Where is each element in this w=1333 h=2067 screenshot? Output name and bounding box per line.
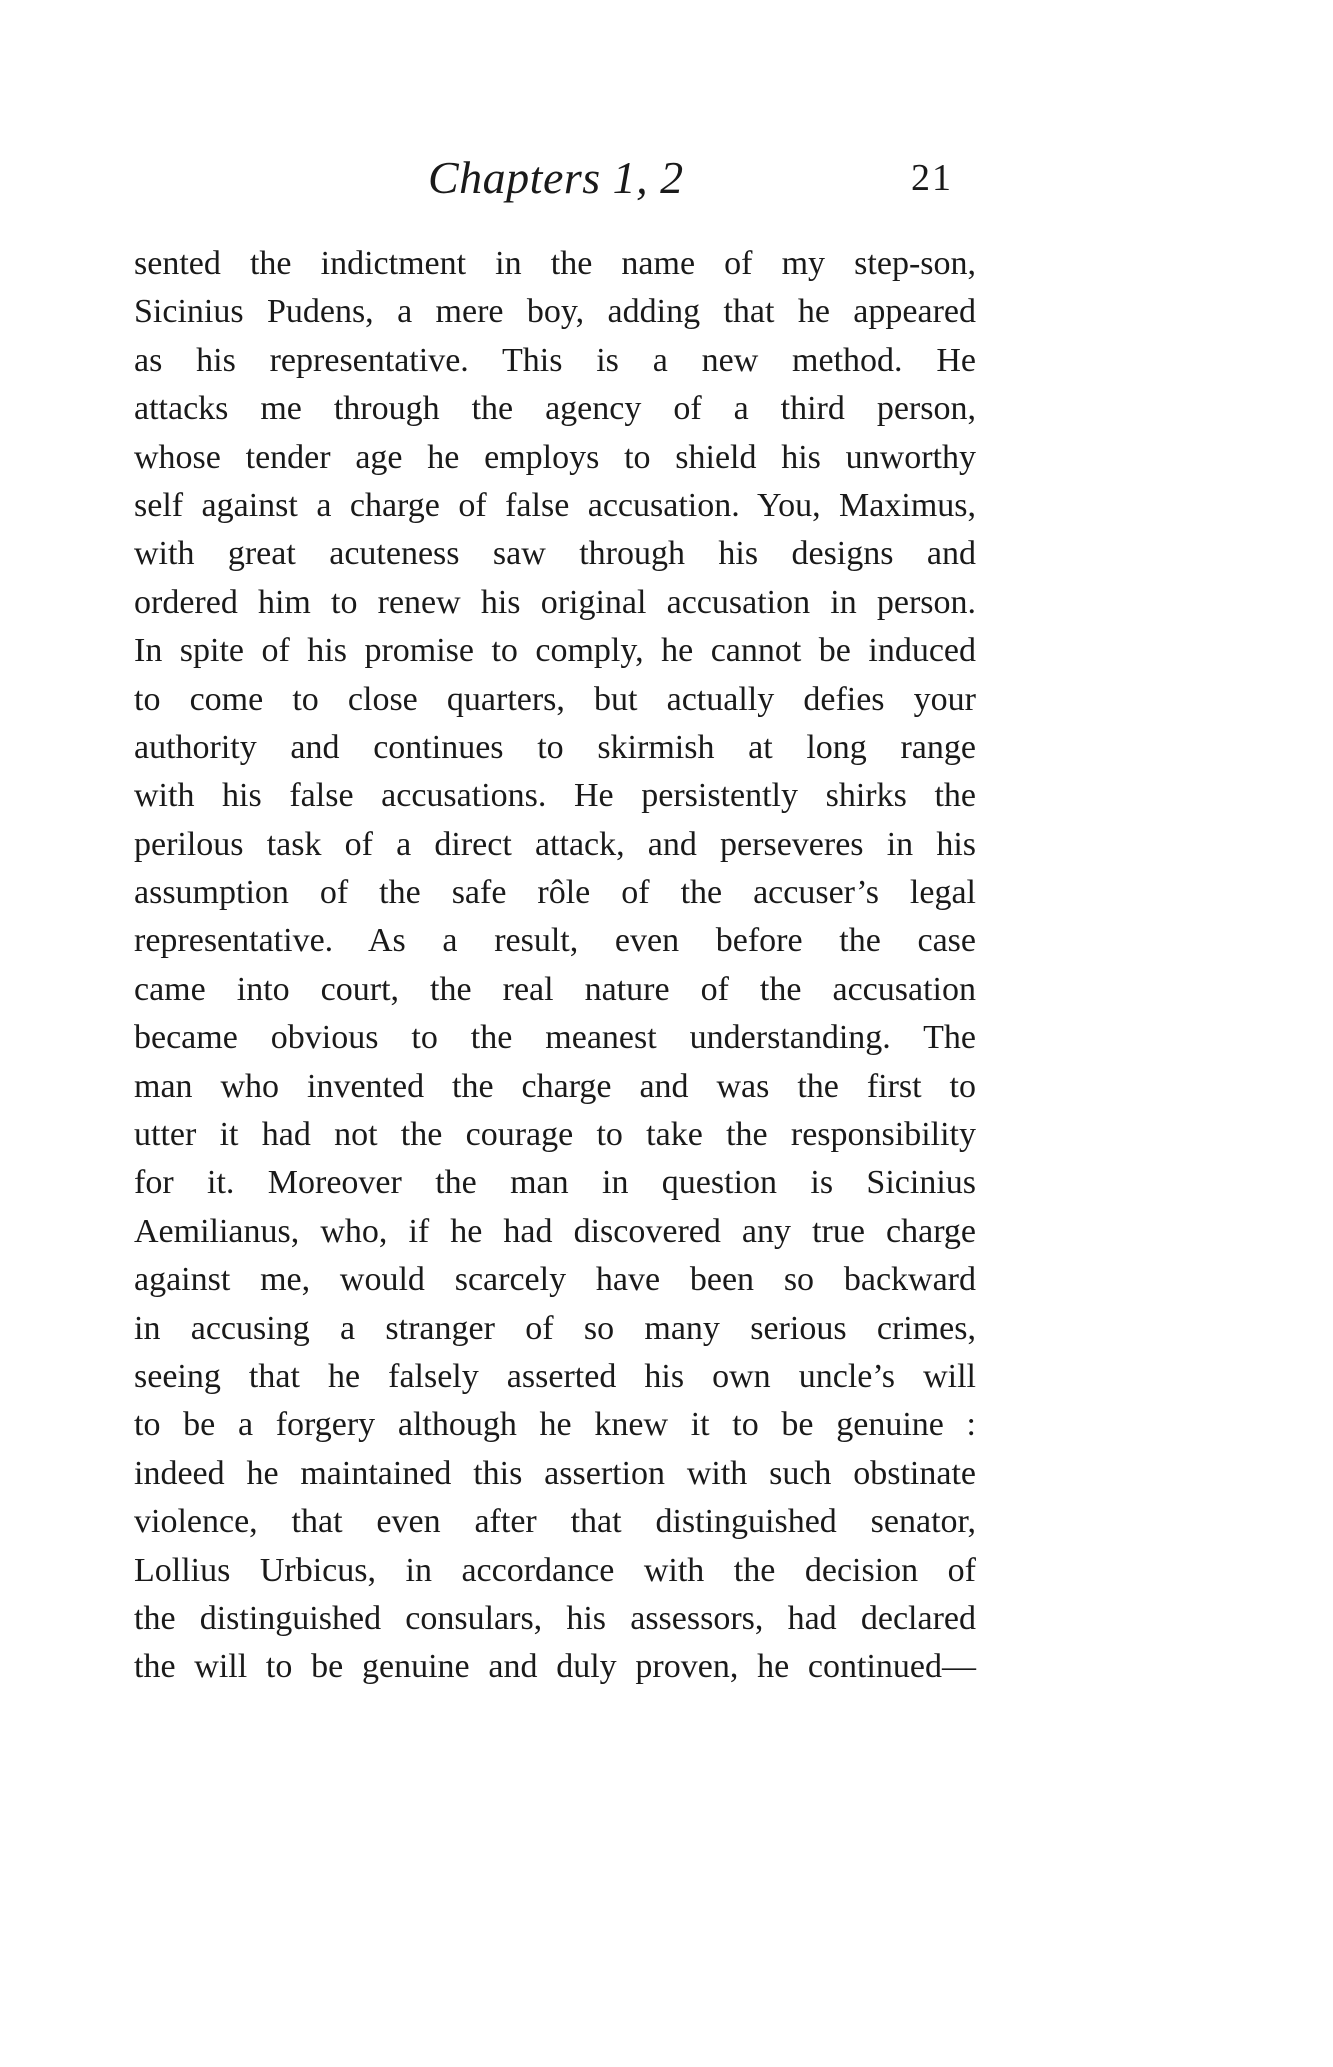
- text-line: against me, would scarcely have been so backward: [134, 1261, 976, 1299]
- text-line: attacks me through the agency of a third person,: [134, 390, 976, 428]
- text-line: Aemilianus, who, if he had discovered any true charge: [134, 1212, 976, 1250]
- running-head: [0, 148, 1333, 208]
- text-line: Sicinius Pudens, a mere boy, adding that he appeared: [134, 293, 976, 331]
- text-line: to be a forgery although he knew it to be genuine :: [134, 1406, 976, 1444]
- text-line: ordered him to renew his original accusation in person.: [134, 583, 976, 621]
- text-line: authority and continues to skirmish at long range: [134, 728, 976, 766]
- text-line: Lollius Urbicus, in accordance with the decision of: [134, 1551, 976, 1589]
- text-line: utter it had not the courage to take the responsibility: [134, 1116, 976, 1154]
- body-text: [134, 240, 976, 1692]
- text-line: sented the indictment in the name of my step-son,: [134, 245, 976, 282]
- text-line: seeing that he falsely asserted his own uncle’s will: [134, 1357, 976, 1395]
- text-line: for it. Moreover the man in question is Sicinius: [134, 1164, 976, 1202]
- text-line: indeed he maintained this assertion with such obstinate: [134, 1454, 976, 1492]
- text-line: with great acuteness saw through his designs and: [134, 535, 976, 573]
- text-line: whose tender age he employs to shield his unworthy: [134, 438, 976, 476]
- text-line: the distinguished consulars, his assessors, had declared: [134, 1599, 976, 1637]
- text-line: the will to be genuine and duly proven, he continued—: [134, 1648, 976, 1686]
- text-line: came into court, the real nature of the accusation: [134, 970, 976, 1008]
- text-line: as his representative. This is a new method. He: [134, 341, 976, 379]
- text-line: with his false accusations. He persistently shirks the: [134, 777, 976, 815]
- text-line: became obvious to the meanest understanding. The: [134, 1019, 976, 1057]
- text-line: perilous task of a direct attack, and perseveres in his: [134, 825, 976, 863]
- text-line: assumption of the safe rôle of the accuser’s legal: [134, 874, 976, 912]
- text-line: self against a charge of false accusation. You, Maximus,: [134, 486, 976, 524]
- text-line: violence, that even after that distinguished senator,: [134, 1503, 976, 1541]
- page-number: 21: [911, 157, 953, 199]
- text-line: to come to close quarters, but actually defies your: [134, 680, 976, 718]
- text-line: representative. As a result, even before the case: [134, 922, 976, 960]
- text-line: man who invented the charge and was the first to: [134, 1067, 976, 1105]
- text-line: In spite of his promise to comply, he cannot be induced: [134, 632, 976, 670]
- running-title: Chapters 1, 2: [428, 152, 684, 203]
- text-line: in accusing a stranger of so many serious crimes,: [134, 1309, 976, 1347]
